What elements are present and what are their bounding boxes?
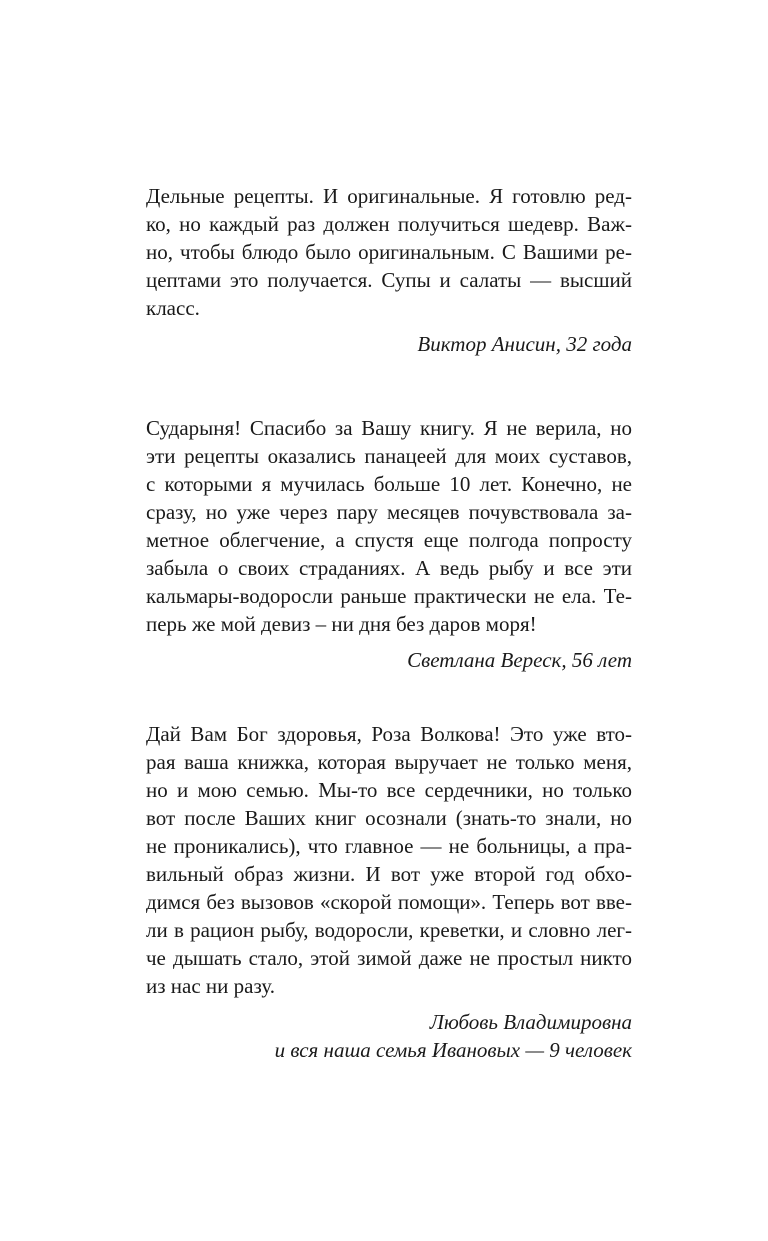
text-line: из нас ни разу. — [146, 974, 275, 998]
text-line: вильный образ жизни. И вот уже второй год обхо- — [146, 862, 632, 886]
text-line: с которыми я мучилась больше 10 лет. Конечно, не — [146, 472, 632, 496]
text-line: сразу, но уже через пару месяцев почувствовала за- — [146, 500, 632, 524]
testimonial-author — [146, 1008, 632, 1064]
testimonial-3 — [146, 720, 632, 1064]
text-line: забыла о своих страданиях. А ведь рыбу и все эти — [146, 556, 632, 580]
testimonial-author — [146, 330, 632, 358]
text-line: димся без вызовов «скорой помощи». Теперь вот вве- — [146, 890, 632, 914]
testimonial-1 — [146, 182, 632, 358]
text-line: цептами это получается. Супы и салаты — высший — [146, 268, 632, 292]
text-line: Дельные рецепты. И оригинальные. Я готовлю ред- — [146, 184, 632, 208]
author-line: Виктор Анисин, 32 года — [417, 332, 632, 356]
text-line: рая ваша книжка, которая выручает не только меня, — [146, 750, 632, 774]
text-line: метное облегчение, а спустя еще полгода попросту — [146, 528, 632, 552]
text-line: Сударыня! Спасибо за Вашу книгу. Я не верила, но — [146, 416, 632, 440]
text-line: но, чтобы блюдо было оригинальным. С Вашими ре- — [146, 240, 632, 264]
text-line: кальмары-водоросли раньше практически не ела. Те- — [146, 584, 632, 608]
author-line: Светлана Вереск, 56 лет — [407, 648, 632, 672]
testimonial-author — [146, 646, 632, 674]
author-line: и вся наша семья Ивановых — 9 человек — [274, 1038, 632, 1062]
testimonial-text — [146, 414, 632, 638]
text-line: че дышать стало, этой зимой даже не простыл никто — [146, 946, 632, 970]
author-line: Любовь Владимировна — [429, 1010, 632, 1034]
text-line: эти рецепты оказались панацеей для моих суставов, — [146, 444, 632, 468]
text-line: класс. — [146, 296, 200, 320]
text-line: ко, но каждый раз должен получиться шедевр. Важ- — [146, 212, 632, 236]
text-line: не проникались), что главное — не больницы, а пра- — [146, 834, 632, 858]
text-line: Дай Вам Бог здоровья, Роза Волкова! Это уже вто- — [146, 722, 632, 746]
text-line: перь же мой девиз – ни дня без даров моря! — [146, 612, 537, 636]
testimonial-2 — [146, 414, 632, 674]
text-line: ли в рацион рыбу, водоросли, креветки, и словно лег- — [146, 918, 632, 942]
text-line: но и мою семью. Мы-то все сердечники, но только — [146, 778, 632, 802]
testimonial-text — [146, 720, 632, 1000]
testimonial-text — [146, 182, 632, 322]
text-line: вот после Ваших книг осознали (знать-то знали, но — [146, 806, 632, 830]
